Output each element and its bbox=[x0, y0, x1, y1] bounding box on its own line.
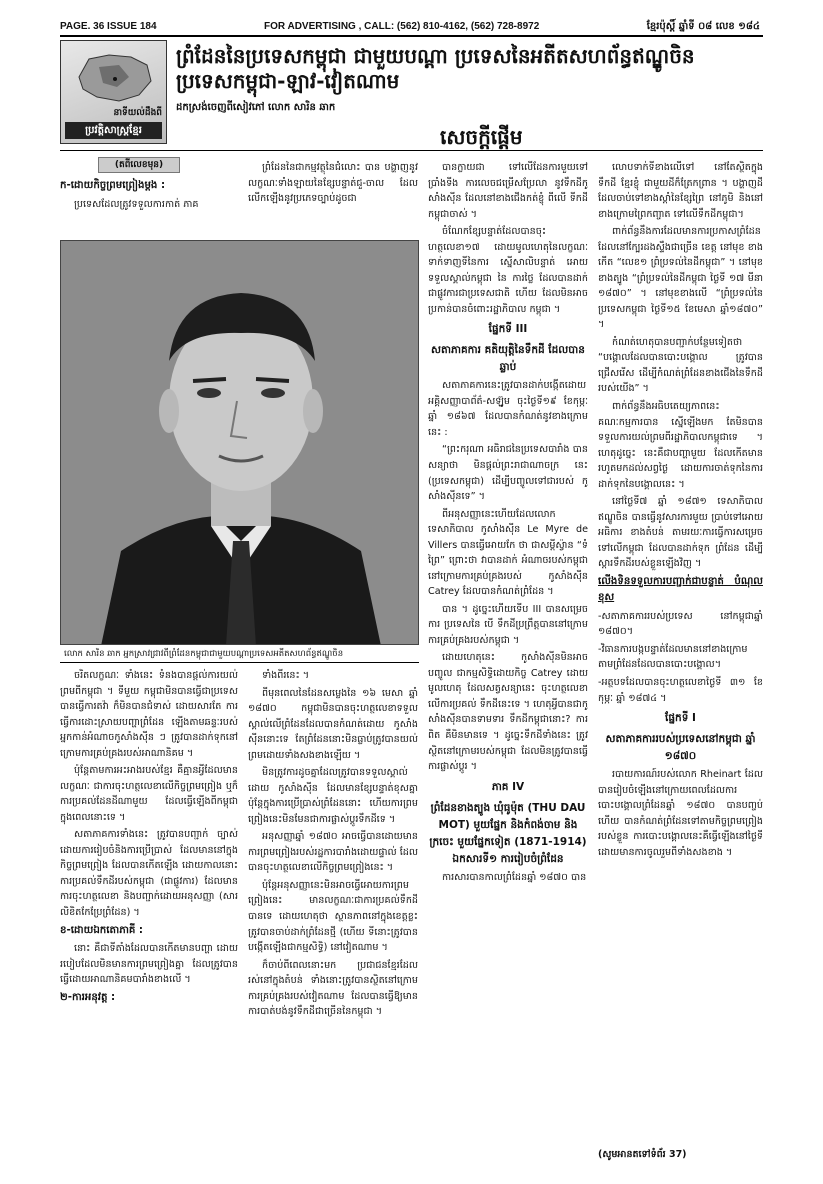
col3-sec3-para-1: សតាភាគការនេះត្រូវបានដាក់បង្កើតដោយ អគ្គិសញ្ញាបាព័ត៌-សឡ៊ូម ចុះថ្ងៃទី១៩ ខែកុម្ភៈ ឆ្នាំ ១៨៦៧ ដែលបានកំណត់នូវខាងក្រោមនេះ : bbox=[428, 380, 588, 438]
column-1-body bbox=[60, 668, 238, 1008]
summary-title: សេចក្ដីផ្ដើម bbox=[440, 125, 523, 149]
col4-subheading: លើងទិនទទួលការបញ្ជាក់ជាបន្ទាត់ បំណុលខុស bbox=[598, 575, 763, 604]
section-4-title: ភាគ IV bbox=[491, 780, 525, 793]
col4-item-1: -សតាភាគការរបស់ប្រទេស នៅកម្ពុជាឆ្នាំ ១៨៧០។ bbox=[598, 610, 763, 638]
section-3-subtitle: សតាភាគការ គតិយុត្តិនៃទឹកដី ដែលបានឆ្លាប់ bbox=[431, 344, 585, 374]
article-author: ដកស្រង់ចេញពីសៀវភៅ លោក សារិន ឆាក bbox=[176, 102, 336, 113]
col3-para-1: បានក្លាយជា ទៅលើដែនការមួយទៅប្រាំងទីង ការលេចជម្រើសប្រែលា នូវទឹកដីកូសាំងស៊ីន ដែលនៅខាងជើងកត់ខ្ញុំ ពីលើ ទីកដីកម្ពុជាចាស់ ។ bbox=[428, 162, 588, 220]
page-header bbox=[60, 18, 760, 34]
section-4-subtitle: ព្រំដែនខាងត្បូង ឃុំធូម៉ុត (THU DAU MOT) មួយផ្នែក និងកំពង់ចាម និងក្រចេះ មួយផ្នែកទៀត (1871-1914) ឯកសារទី១ ការរៀបចំព្រំដែន bbox=[429, 801, 587, 865]
continued-on-page: (សូមអានតទៅទំព័រ 37) bbox=[598, 1149, 687, 1160]
col3-sec4-text: ការសារបានកាលព្រំដែនឆ្នាំ ១៨៧០ បាន bbox=[442, 871, 587, 883]
col3-sec3-para-4: បាន ។ ដូច្នេះហើយទើប III បានសម្រេចការ ប្រទេសនៃ បើ ទឹកដីប្រព្រឹត្តបាននៅក្រោមការគ្រប់គ្រងរបស់កម្ពុជា ។ bbox=[428, 603, 588, 646]
col1-heading: ក-ដោយកិច្ចព្រមព្រៀងម្ដង : bbox=[60, 180, 166, 191]
col1-para-3: សតាភាគការទាំងនេះ ត្រូវបានបញ្ជាក់ ច្បាស់ ដោយការរៀបចំនិងការប្រើប្រាស់ ដែលមាននៅក្នុងកិច្ចព្រមព្រៀង ដែលបានកើតឡើង ដោយកាលនោះ ការប្រគល់ទឹកដីរបស់កម្ពុជា (ជាផ្លូវការ) ដែលមានការចុះហត្ថលេខា និងបញ្ជាក់ដោយអនុសញ្ញា (សារលិខិតកែប្រែព្រំដែន) ។ bbox=[60, 829, 238, 918]
column-1-top bbox=[60, 178, 238, 214]
column-2-body bbox=[248, 668, 418, 1022]
column-2-top bbox=[248, 160, 418, 209]
article-headline: ព្រំដែននៃប្រទេសកម្ពុជា ជាមួយបណ្ដា ប្រទេសនៃអតីតសហព័ន្ធឥណ្ឌូចិន ប្រទេសកម្ពុជា-ឡាវ-វៀតណាម bbox=[176, 44, 695, 93]
logo-title: នាទីយល់ដឹងពី bbox=[113, 108, 162, 118]
photo-caption: លោក សារិន ឆាក អ្នកស្រាវជ្រាវពីព្រំដែនកម្ពុជាជាមួយបណ្ដាប្រទេសអតីតសហព័ន្ធឥណ្ឌូចិន bbox=[60, 647, 419, 663]
column-3 bbox=[428, 160, 588, 1145]
col4-item-2: -វិធានការបង្កបន្ទាត់ដែលមាននៅខាងក្រោម តាមព្រំដែនដែលបានបោះបង្គោល។ bbox=[598, 643, 748, 671]
header-rule bbox=[60, 35, 763, 37]
col2-para-4: អនុសញ្ញាឆ្នាំ ១៨៧០ អាចធ្វើបានដោយមាន ការព្រមព្រៀងរបស់រដ្ឋការបារាំងដោយផ្ទាល់ ដែលបានចុះហត្ថលេខាលើកិច្ចព្រមព្រៀងនេះ ។ bbox=[248, 831, 418, 874]
section-3-title: ផ្នែកទី III bbox=[488, 323, 528, 336]
col3-bottom-para: ដោយហេតុនេះ កូសាំងស៊ីនមិនអាចបញ្ចូល ជាកម្មសិទ្ធិដោយកិច្ច Catrey ដោយមូលហេតុ ដែលសត្វសន្យានេះ ចុះហត្ថលេខាលើការប្រគល់ ទឹកដីនេះទេ ។ ហេតុអ្វីបានជាកូសាំងស៊ីនបានទាមទារ ទឹកដីកម្ពុជានោះ? ការពិត គឺមិនមានទេ ។ ដូច្នេះទឹកដីទាំងនេះ ត្រូវស្ថិតនៅក្រោមរបស់កម្ពុជា ដែលមិនត្រូវបានធ្វើការផ្លាស់ប្ដូរ ។ bbox=[428, 652, 588, 773]
page-issue: PAGE. 36 ISSUE 184 bbox=[60, 20, 157, 32]
col2-para-3: មិនត្រូវការដូចគ្នាដែលត្រូវបានទទួលស្គាល់ដោយ កូសាំងស៊ីន ដែលមានខ្សែបន្ទាត់ខុសគ្នា ប៉ុន្តែក្នុងការប្រើប្រាស់ព្រំដែននោះ ហើយការព្រមព្រៀងនេះមិនមែនជាការផ្លាស់ប្ដូរទឹកដីទេ ។ bbox=[248, 767, 418, 825]
col4-para-4: ពាក់ព័ន្ធនឹងអធិបតេយ្យភាពនេះ គណៈកម្មការបាន ស្នើឡើងមក តែមិនបានទទួលការយល់ព្រមពីរដ្ឋាភិបាលកម្ពុជាទេ ។ ហេតុដូច្នេះ នេះគឺជាបញ្ហាមួយ ដែលកើតមានរហូតមកដល់សព្វថ្ងៃ ដោយការចាត់ទុកនៃការដាក់ទុកនៃបង្គោលនេះ ។ bbox=[598, 400, 763, 490]
col1-intro: ប្រទេសដែលត្រូវទទួលការកាត់ ភាគ bbox=[74, 198, 199, 210]
col4-item-3: -អត្ថបទដែលបានចុះហត្ថលេខាថ្ងៃទី ៣១ ខែកុម្ភៈ ឆ្នាំ ១៨៧៤ ។ bbox=[598, 676, 763, 704]
col1-subheading-2: ខ-ដោយឯកតោភាគី : bbox=[60, 924, 143, 936]
section-logo bbox=[60, 40, 167, 144]
col3-sec3-para-3: ពីអនុសញ្ញានេះហើយដែលលោកទេសាភិបាល កូសាំងស៊ីន Le Myre de Villers បានធ្វើអោយកែ ថា ជាសម្ដីស្វ៉ាន “ទំព្រៃ” ព្រោះថា វាបានដាក់ អំណាចរបស់កម្ពុជា នៅក្រោមការគ្រប់គ្រងរបស់ កូសាំងស៊ីន Catrey ដែលបានកំណត់ព្រំដែន ។ bbox=[428, 508, 588, 598]
col4-para-1: លោបទាក់ទីខាងលើទៅ នៅតែស្ថិតក្នុងទឹកដី ខ្មែរខ្ញុំ ជាមួយដីក៏ត្រែកព្រាន ។ បង្ហាញដី ដែលចាប់ទៅខាងស្ដាំនៃខ្សែព្រៃ នៅភូមិ និងនៅ ខាងក្រោមព្រៃកញ្ចាត ទៅលើទឹកដីកម្ពុជា។ bbox=[598, 162, 763, 220]
advertising-contact: FOR ADVERTISING , CALL: (562) 810-4162, (562) 728-8972 bbox=[263, 20, 540, 32]
col2-para-5: ប៉ុន្តែអនុសញ្ញានេះមិនអាចធ្វើអោយការព្រមព្រៀងនេះ មានលក្ខណៈជាការប្រគល់ទឹកដីបានទេ ដោយហេតុថា ស្ថានភាពនៅក្នុងខេត្តខ្លះ ត្រូវបានចាប់ដាក់ព្រំដែនថ្មី (ហើយ ទីនោះត្រូវបានបង្កើតឡើងជាកម្មសិទ្ធិ) នៅវៀតណាម ។ bbox=[248, 879, 418, 954]
portrait-image bbox=[61, 241, 419, 645]
publication-info: ខ្មែរប៉ុស្ដិ៍ ឆ្នាំទី ០៨ លេខ ១៨៤ bbox=[646, 20, 760, 32]
cambodia-map-icon bbox=[69, 47, 159, 107]
col4-sec1-para-1: របាយការណ៍របស់លោក Rheinart ដែលបានរៀបចំឡើងនៅក្រោយពេលដែលការបោះបង្គោលព្រំដែនឆ្នាំ ១៨៧០ បានបញ្ចប់ ហើយ បានកំណត់ព្រំដែនទៅតាមកិច្ចព្រមព្រៀងរបស់ខ្លួន ការបោះបង្គោលនេះគឺធ្វើឡើងនៅថ្ងៃទី ដោយមានការចូលរួមពីទាំងសងខាង ។ bbox=[598, 769, 763, 858]
logo-subtitle: ប្រវត្តិសាស្ត្រខ្មែរ bbox=[65, 122, 162, 139]
col4-para-2: ពាក់ព័ន្ធនឹងការដែលមានការប្រកាសព្រំដែន ដែលនៅក្បែរដងស្ទឹងជាច្រើន ខេត្ត នៅមុខ ខាងកើត “លេខ១ ព្រំប្រទល់នៃដីកម្ពុជា” ។ នៅមុខខាងត្បូង “ព្រំប្រទល់នៃដីកម្ពុជា ថ្ងៃទី ១៧ មីនា ១៨៧០” ។ នៅមុខខាងលើ “ព្រំប្រទល់នៃប្រទេសកម្ពុជា ថ្ងៃទី១៥ ខែមេសា ឆ្នាំ១៨៧០” ។ bbox=[598, 226, 763, 331]
continued-label: (តពីលេខមុន) bbox=[98, 157, 180, 173]
col3-para-2: ចំណែកខ្សែបន្ទាត់ដែលបានចុះហត្ថលេខា១៧ ដោយមូលហេតុនៃលក្ខណៈទាក់ទាញទីនៃការ ស្នើសាលិបន្ទាត់ អោយទទួលស្គាល់កម្ពុជា នៃ ការថ្លៃ ដែលបានដាក់ជាផ្លូវការជាប្រទេសជាតិ ហើយ ដែលមិនអាចប្រកាន់បានចំពោះរដ្ឋាភិបាល កម្ពុជា ។ bbox=[428, 226, 588, 315]
author-photo bbox=[60, 240, 419, 645]
col2-para-6: ក៏ចាប់ពីពេលនោះមក ប្រជាជនខ្មែរដែលរស់នៅក្នុងតំបន់ ទាំងនោះត្រូវបានស្ថិតនៅក្រោមការគ្រប់គ្រងរបស់វៀតណាម ដែលបានធ្វើឱ្យមានការបាត់បង់នូវទឹកដីជាច្រើននៃកម្ពុជា ។ bbox=[248, 959, 418, 1018]
section-1-title: ផ្នែកទី I bbox=[665, 712, 696, 725]
col1-para-2: ប៉ុន្តែតាមការអះអាងរបស់ខ្មែរ គឺគ្មានអ្វីដែលមានលក្ខណៈ ជាការចុះហត្ថលេខាលើកិច្ចព្រមព្រៀង ឬក៏ការប្រគល់ដែនដីណាមួយ ដែលធ្វើឡើងពីកម្ពុជា ក្នុងពេលនោះទេ ។ bbox=[60, 765, 238, 823]
col2-para-1: ទាំងពីរនេះ ។ bbox=[262, 670, 310, 681]
section-1-subtitle: សតាភាគការរបស់ប្រទេសនៅកម្ពុជា ឆ្នាំ ១៨៧០ bbox=[605, 733, 756, 763]
col4-para-3: កំណត់ហេតុបានបញ្ជាក់បន្ថែមទៀតថា “បង្គោលដែលបានបោះបង្គោល ត្រូវបានជ្រើសរើស ដើម្បីកំណត់ព្រំដែនខាងជើងនៃទឹកដីរបស់យើង” ។ bbox=[598, 336, 763, 395]
col1-para-1: ចរិតលក្ខណៈ ទាំងនេះ ទំនងបានផ្ដល់ការយល់ព្រមពីកម្ពុជា ។ ទីមួយ កម្ពុជាមិនបានធ្វើជាប្រទេសបានធ្វើការតវ៉ា ក៏មិនបានជំទាស់ ដោយសារតែ ការធ្វើការដោះស្រាយបញ្ហាព្រំដែន ឡើងតាមឆន្ទៈរបស់អ្នកកាន់អំណាចកូសាំងស៊ីន ៗ ត្រូវបានដាក់ទុកនៅក្រោមការគ្រប់គ្រងរបស់អាណានិគម ។ bbox=[60, 670, 238, 759]
col2-intro: ព្រំដែននៃជាកម្មវត្ថុនៃជំលោះ បាន បង្ហាញនូវលក្ខណៈទាំងឡាយនៃខ្សែបន្ទាត់ជួ-ចាល ដែលលើកឡើងនូវប្រភេទច្បាប់ដូចជា bbox=[248, 162, 418, 205]
col4-para-5: នៅថ្ងៃទី៧ ឆ្នាំ ១៨៧១ ទេសាភិបាល ឥណ្ឌូចិន បានធ្វើនូវសារការមួយ ប្រាប់ទៅអោយ អធិការ ខាងតំបន់ តាមរយៈការធ្វើការសម្រេចទៅលើកម្ពុជា ដែលបានដាក់ទុក ព្រំដែន ដើម្បីស្ដារទឹកដីរបស់ខ្លួនឡើងវិញ ។ bbox=[598, 496, 763, 570]
column-4 bbox=[598, 160, 763, 1145]
col3-sec3-para-2: “ព្រះករុណា អធិរាជនៃប្រទេសបារាំង បានសន្យាថា មិនផ្ដល់ព្រះរាជាណាចក្រ នេះ (ប្រទេសកម្ពុជា) ដើម្បីបញ្ចូលទៅជារបស់ កូសាំងស៊ីនទេ” ។ bbox=[428, 444, 588, 503]
col2-para-2: ពីមុនពេលនៃដែនសម្លេងនៃ ១៦ មេសា ឆ្នាំ ១៨៧០ កម្ពុជាមិនបានចុះហត្ថលេខាទទួលស្គាល់លើព្រំដែនដែលបានកំណត់ដោយ កូសាំងស៊ីននោះទេ តែព្រំដែននោះមិនធ្លាប់ត្រូវបានយល់ព្រមដោយទាំងសងខាងឡើយ ។ bbox=[248, 687, 418, 761]
col1-sub2-text: នោះ គឺជាទីតាំងដែលបានកើតមានបញ្ហា ដោយរបៀបដែលមិនមានការព្រមព្រៀងគ្នា ដែលត្រូវបានធ្វើដោយអាណានិគមបារាំងខាងលើ ។ bbox=[60, 943, 238, 986]
col1-subheading-3: ២-ការអនុវត្ត : bbox=[60, 991, 116, 1003]
title-rule bbox=[60, 150, 763, 151]
